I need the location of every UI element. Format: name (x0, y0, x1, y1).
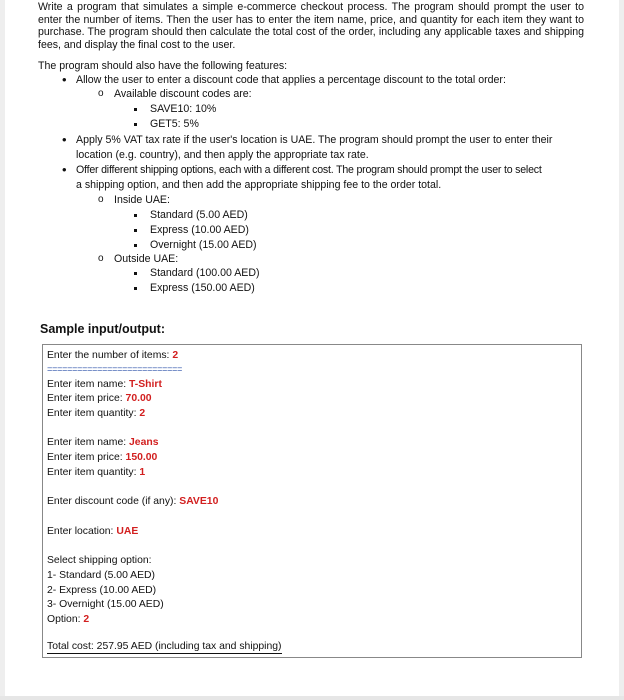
discount-code-item: GET5: 5% (150, 118, 199, 130)
bullet-icon: • (62, 162, 67, 177)
discount-prompt: Enter discount code (if any): (47, 496, 180, 507)
item-qty-line (47, 408, 145, 420)
square-bullet-icon (134, 272, 137, 275)
item-name-prompt: Enter item name: (47, 379, 130, 390)
bullet-icon: • (62, 132, 67, 147)
item-price-line (47, 452, 157, 464)
square-bullet-icon (134, 287, 137, 290)
discount-code-item: SAVE10: 10% (150, 103, 217, 115)
shipping-option: 3- Overnight (15.00 AED) (47, 599, 164, 610)
feature-vat-line2: location (e.g. country), and then apply the appropriate tax rate. (76, 149, 369, 161)
num-items-line (47, 350, 178, 362)
outside-option: Express (150.00 AED) (150, 282, 255, 294)
circle-bullet-icon: o (98, 253, 104, 264)
page-edge-left (0, 0, 5, 700)
item-name-prompt: Enter item name: (47, 437, 130, 448)
inside-option: Express (10.00 AED) (150, 224, 249, 236)
outside-uae-heading: Outside UAE: (114, 253, 179, 265)
square-bullet-icon (134, 244, 137, 247)
item-name-value: Jeans (129, 437, 159, 448)
shipping-prompt: Select shipping option: (47, 555, 152, 566)
square-bullet-icon (134, 229, 137, 232)
circle-bullet-icon: o (98, 88, 104, 99)
item-price-value: 70.00 (125, 393, 152, 404)
inside-option: Overnight (15.00 AED) (150, 239, 257, 251)
item-price-prompt: Enter item price: (47, 393, 126, 404)
shipping-option: 1- Standard (5.00 AED) (47, 570, 156, 581)
item-name-line (47, 379, 162, 391)
outside-option: Standard (100.00 AED) (150, 267, 260, 279)
discount-heading: Available discount codes are: (114, 88, 252, 100)
location-line (47, 526, 138, 538)
location-value: UAE (116, 526, 139, 537)
feature-shipping-line2: a shipping option, and then add the appropriate shipping fee to the order total. (76, 179, 442, 191)
option-value: 2 (83, 614, 90, 625)
circle-bullet-icon: o (98, 194, 104, 205)
item-name-value: T-Shirt (129, 379, 162, 390)
discount-line (47, 496, 218, 508)
intro-paragraph: Write a program that simulates a simple e-commerce checkout process. The program should prompt the user to enter the number of items. Then the user has to enter the item name, price, and quantity for each item they want to purchase. The program should then calculate the total cost of the order, including any applicable taxes and shipping fees, and display the final cost to the user. (38, 1, 584, 51)
inside-option: Standard (5.00 AED) (150, 209, 248, 221)
feature-discount: Allow the user to enter a discount code that applies a percentage discount to the total order: (76, 74, 506, 86)
total-cost-line: Total cost: 257.95 AED (including tax and shipping) (47, 641, 282, 652)
item-qty-line (47, 467, 145, 479)
item-qty-value: 2 (139, 408, 146, 419)
square-bullet-icon (134, 123, 137, 126)
feature-shipping-line1: Offer different shipping options, each with a different cost. The program should prompt the user to select (76, 164, 542, 176)
page-edge-right (619, 0, 624, 700)
item-qty-prompt: Enter item quantity: (47, 408, 140, 419)
num-items-prompt: Enter the number of items: (47, 350, 173, 361)
intro-block (38, 1, 584, 51)
separator-line: =========================== (47, 365, 183, 375)
option-prompt: Option: (47, 614, 84, 625)
sample-title: Sample input/output: (40, 322, 165, 336)
inside-uae-heading: Inside UAE: (114, 194, 170, 206)
discount-value: SAVE10 (179, 496, 219, 507)
page-edge-bottom (0, 696, 624, 700)
item-price-value: 150.00 (125, 452, 158, 463)
square-bullet-icon (134, 214, 137, 217)
num-items-value: 2 (172, 350, 179, 361)
square-bullet-icon (134, 108, 137, 111)
item-qty-value: 1 (139, 467, 146, 478)
sample-io-box (42, 344, 582, 658)
item-price-line (47, 393, 152, 405)
features-intro: The program should also have the following features: (38, 60, 288, 72)
item-qty-prompt: Enter item quantity: (47, 467, 140, 478)
location-prompt: Enter location: (47, 526, 117, 537)
item-name-line (47, 437, 158, 449)
option-line (47, 614, 89, 626)
bullet-icon: • (62, 72, 67, 87)
item-price-prompt: Enter item price: (47, 452, 126, 463)
shipping-option: 2- Express (10.00 AED) (47, 585, 157, 596)
feature-vat-line1: Apply 5% VAT tax rate if the user's location is UAE. The program should prompt the user to enter their (76, 134, 553, 146)
